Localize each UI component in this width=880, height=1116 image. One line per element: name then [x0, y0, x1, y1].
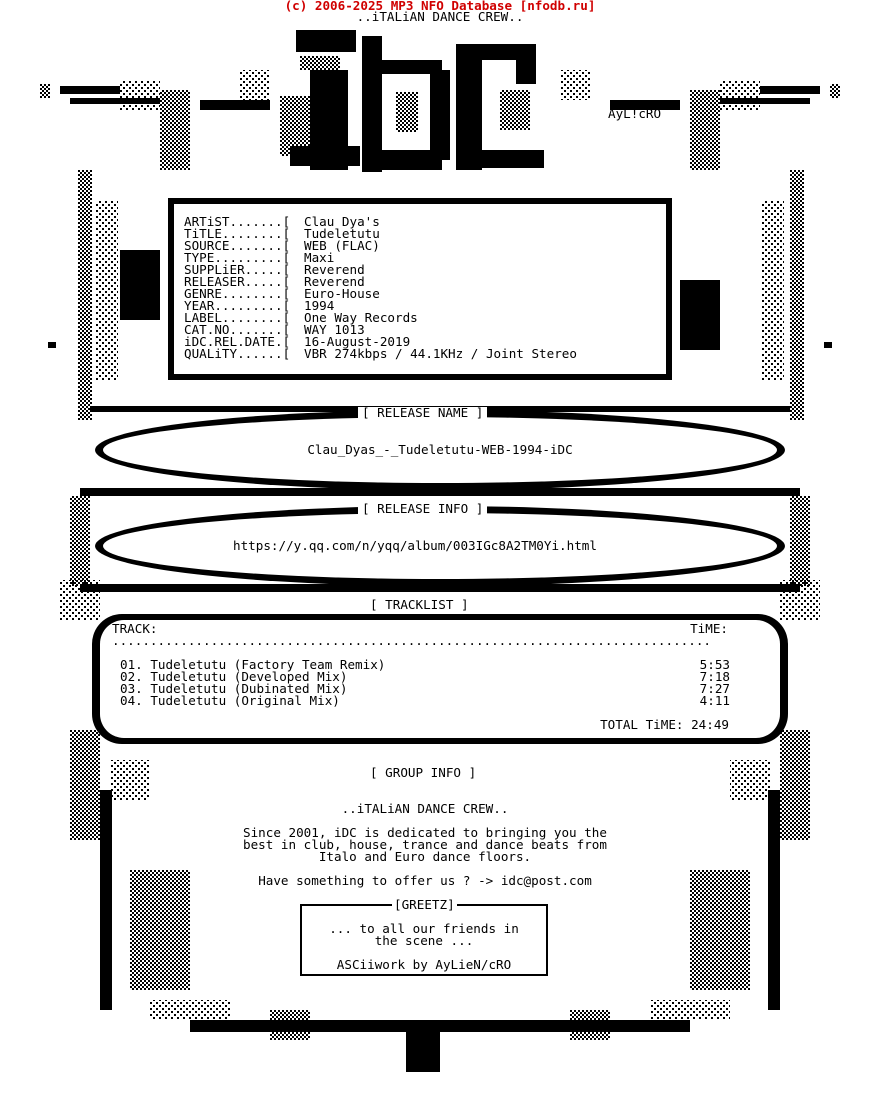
tracklist-title: [ TRACKLIST ]: [366, 599, 473, 611]
time-column-label: TiME:: [690, 621, 728, 636]
release-name-title: [ RELEASE NAME ]: [358, 407, 487, 419]
track-row: [120, 695, 730, 707]
group-info-title: [ GROUP INFO ]: [366, 767, 480, 779]
info-value: One Way Records: [304, 310, 418, 325]
info-value: 16-August-2019: [304, 334, 411, 349]
info-key: YEAR.........[: [184, 298, 291, 313]
info-value: Maxi: [304, 250, 335, 265]
about-line-3: Italo and Euro dance floors.: [318, 849, 532, 864]
info-value: VBR 274kbps / 44.1KHz / Joint Stereo: [304, 346, 577, 361]
idc-logo: [280, 30, 544, 172]
info-key: SUPPLiER.....[: [184, 262, 291, 277]
release-info-title: [ RELEASE INFO ]: [358, 503, 487, 515]
track-time: 7:18: [699, 669, 730, 684]
artist-tag: AyL!cRO: [608, 106, 662, 121]
info-value: Reverend: [304, 262, 365, 277]
site-header: (c) 2006-2025 MP3 NFO Database [nfodb.ru]: [284, 0, 596, 13]
info-value: Reverend: [304, 274, 365, 289]
about-line-2: best in club, house, trance and dance beats from: [243, 837, 607, 852]
dotted-separator: ...............................................................................: [112, 635, 711, 647]
track-time: 7:27: [699, 681, 730, 696]
info-key: LABEL........[: [184, 310, 291, 325]
track-title: 04. Tudeletutu (Original Mix): [120, 693, 340, 708]
info-key: SOURCE.......[: [184, 238, 291, 253]
info-value: Euro-House: [304, 286, 380, 301]
contact-line: Have something to offer us ? -> idc@post.com: [258, 873, 592, 888]
info-key: ARTiST.......[: [184, 214, 291, 229]
track-time: 5:53: [699, 657, 730, 672]
total-time: TOTAL TiME: 24:49: [600, 717, 729, 732]
track-title: 01. Tudeletutu (Factory Team Remix): [120, 657, 386, 672]
greetz-line-1: ... to all our friends in: [329, 921, 519, 936]
info-key: GENRE........[: [184, 286, 291, 301]
ascii-credit: ASCiiwork by AyLieN/cRO: [336, 957, 512, 972]
release-info-list: [184, 216, 577, 360]
info-key: CAT.NO.......[: [184, 322, 291, 337]
track-time: 4:11: [699, 693, 730, 708]
track-list: [120, 659, 730, 707]
track-title: 02. Tudeletutu (Developed Mix): [120, 669, 348, 684]
release-url[interactable]: https://y.qq.com/n/yqq/album/003IGc8A2TM0Yi.html: [233, 538, 597, 553]
crew-tagline-top: ..iTALiAN DANCE CREW..: [356, 9, 524, 24]
info-value: 1994: [304, 298, 335, 313]
info-key: iDC.REL.DATE.[: [184, 334, 291, 349]
info-key: QUALiTY......[: [184, 346, 291, 361]
info-row: [184, 348, 577, 360]
info-value: Clau Dya's: [304, 214, 380, 229]
release-name: Clau_Dyas_-_Tudeletutu-WEB-1994-iDC: [307, 442, 573, 457]
track-column-label: TRACK:: [112, 621, 158, 636]
track-title: 03. Tudeletutu (Dubinated Mix): [120, 681, 348, 696]
info-value: Tudeletutu: [304, 226, 380, 241]
crew-name: ..iTALiAN DANCE CREW..: [341, 801, 509, 816]
greetz-line-2: the scene ...: [374, 933, 474, 948]
about-line-1: Since 2001, iDC is dedicated to bringing you the: [243, 825, 607, 840]
greetz-title: [GREETZ]: [394, 897, 455, 912]
info-key: RELEASER.....[: [184, 274, 291, 289]
info-key: TiTLE........[: [184, 226, 291, 241]
info-value: WEB (FLAC): [304, 238, 380, 253]
info-value: WAY 1013: [304, 322, 365, 337]
info-key: TYPE.........[: [184, 250, 291, 265]
